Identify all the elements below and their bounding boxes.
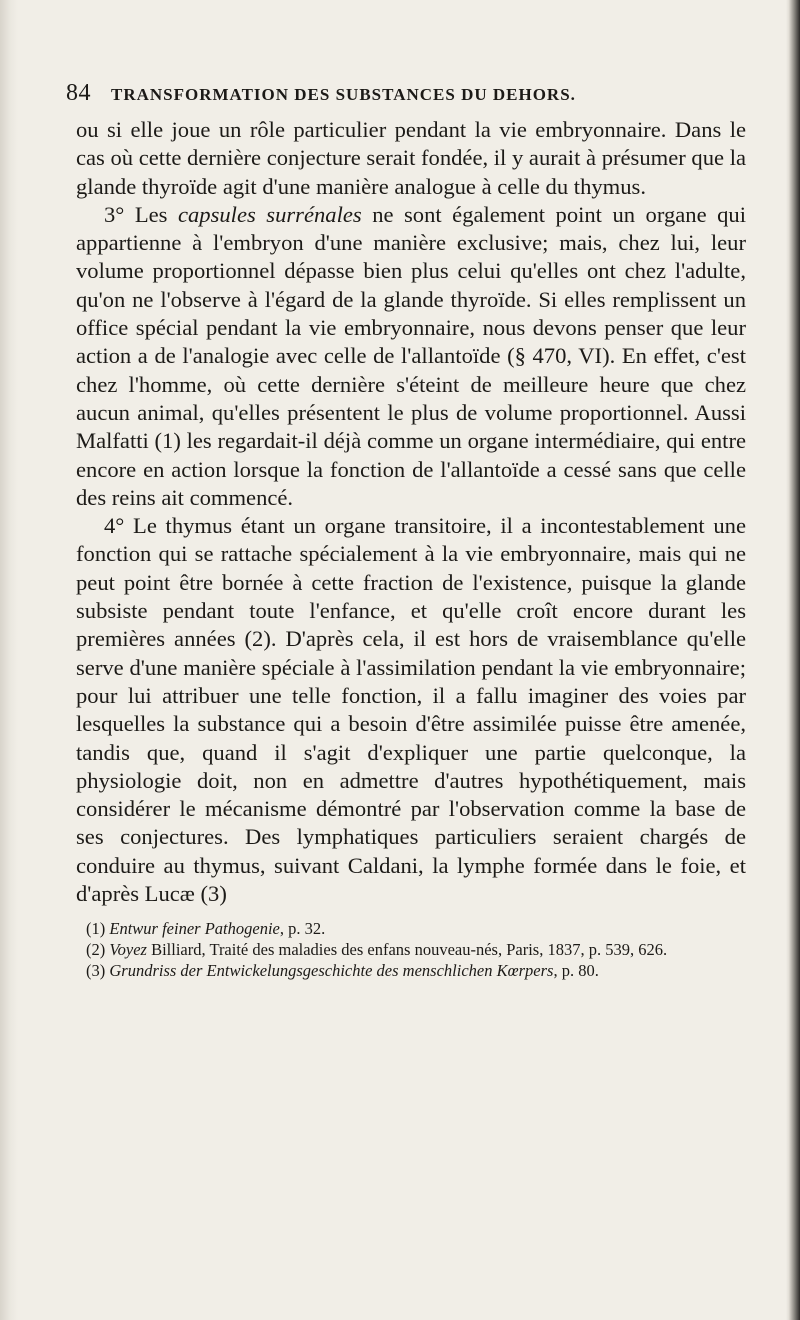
text-run: ne sont également point un organe qui appartienne à l'embryon d'une manière exclusive; mais, chez lui, leur volume proportionnel dépasse bien plus celui qu'elles ont chez l'adulte, qu'on ne l'observe à l'égard de la glande thyroïde. Si elles remplissent un office spécial pendant la vie embryonnaire, nous devons penser que leur action a de l'analogie avec celle de l'allantoïde (§ 470, VI). En effet, c'est chez l'homme, où cette dernière s'éteint de meilleure heure que chez aucun animal, qu'elles présentent le plus de volume proportionnel. Aussi Malfatti (1) les regardait-il déjà comme un organe intermédiaire, qui entre encore en action lorsque la fonction de l'allantoïde a cessé sans que celle des reins ait commencé. [76, 201, 746, 510]
text-run: 3° Les [104, 201, 178, 227]
running-head: TRANSFORMATION DES SUBSTANCES DU DEHORS. [111, 85, 576, 104]
footnote-3 [76, 960, 746, 981]
scan-edge-right [786, 0, 800, 1320]
paragraph-1 [76, 116, 746, 201]
footnote-text: Billiard, Traité des maladies des enfans nouveau-nés, Paris, 1837, p. 539, 626. [146, 940, 668, 960]
paragraph-3 [76, 512, 746, 908]
footnote-2 [76, 939, 746, 960]
footnote-title: Grundriss der Entwickelungsgeschichte des menschlichen Kœrpers [109, 961, 554, 981]
page-header [56, 80, 746, 116]
scan-edge-left [0, 0, 18, 1320]
page-number: 84 [66, 80, 91, 106]
footnote-text: , p. 80. [553, 961, 599, 981]
body-text [76, 116, 746, 908]
footnote-marker: (2) [86, 940, 110, 960]
footnote-title: Entwur feiner Pathogenie [109, 919, 280, 939]
paragraph-2 [76, 201, 746, 512]
footnote-marker: (1) [86, 919, 110, 939]
book-page [56, 80, 746, 981]
text-run: 4° Le thymus étant un organe transitoire, il a incontestablement une fonction qui se rattache spécialement à la vie embryonnaire, mais qui ne peut point être bornée à cette fraction de l'existence, puisque la glande subsiste pendant toute l'enfance, et qu'elle croît encore durant les premières années (2). D'après cela, il est hors de vraisemblance qu'elle serve d'une manière spéciale à l'assimilation pendant la vie embryonnaire; pour lui attribuer une telle fonction, il a fallu imaginer des voies par lesquelles la substance qui a besoin d'être assimilée puisse être amenée, tandis que, quand il s'agit d'expliquer une partie quelconque, la physiologie doit, non en admettre d'autres hypothétiquement, mais considérer le mécanisme démontré par l'observation comme la base de ses conjectures. Des lymphatiques particuliers seraient chargés de conduire au thymus, suivant Caldani, la lymphe formée dans le foie, et d'après Lucæ (3) [76, 513, 746, 907]
footnote-1 [76, 918, 746, 939]
footnote-marker: (3) [86, 961, 110, 981]
footnote-text: , p. 32. [279, 919, 326, 939]
footnote-title: Voyez [109, 940, 147, 960]
italic-run: capsules surrénales [177, 201, 362, 227]
text-run: ou si elle joue un rôle particulier pendant la vie embryonnaire. Dans le cas où cette dernière conjecture serait fondée, il y aurait à présumer que la glande thyroïde agit d'une manière analogue à celle du thymus. [76, 117, 746, 199]
footnotes [76, 918, 746, 981]
